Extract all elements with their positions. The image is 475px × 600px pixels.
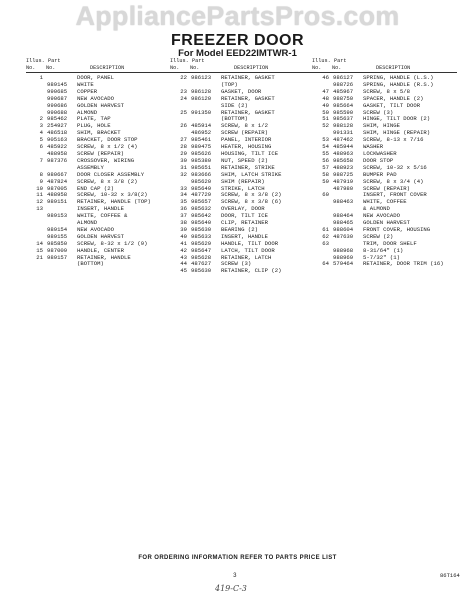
- illus-number: 53: [322, 136, 329, 144]
- part-number: 985647: [191, 246, 212, 254]
- illus-number: 56: [322, 156, 329, 164]
- page-title: FREEZER DOOR: [170, 32, 305, 49]
- part-number: 485914: [191, 122, 212, 130]
- part-description: ASSEMBLY: [77, 164, 104, 171]
- part-number: 985637: [333, 115, 354, 123]
- part-description: NEW AVOCADO: [77, 226, 114, 233]
- table-row: [170, 268, 315, 275]
- part-number: 988465: [333, 219, 354, 227]
- table-row: [26, 199, 171, 206]
- part-number: 988464: [333, 212, 354, 220]
- table-row: [312, 199, 457, 206]
- part-description: SCREW, 8 x 3/8 (2): [221, 192, 282, 199]
- part-description: BRACKET, DOOR STOP: [77, 137, 138, 144]
- illus-number: [26, 220, 43, 227]
- part-description: TRIM, DOOR SHELF: [363, 240, 417, 247]
- part-number: 985380: [191, 156, 212, 164]
- table-row: [170, 96, 315, 103]
- table-row: [26, 158, 171, 165]
- part-description: WHITE, COFFEE: [363, 199, 407, 206]
- part-number: 988750: [333, 94, 354, 102]
- illus-number: 11: [36, 191, 43, 199]
- part-number: 989155: [47, 232, 68, 240]
- part-number: 488958: [47, 149, 68, 157]
- illus-number: 44: [180, 260, 187, 268]
- part-number: 990686: [47, 101, 68, 109]
- part-description: GOLDEN HARVEST: [77, 102, 124, 109]
- parts-column-1: [26, 58, 171, 268]
- illus-number: 40: [180, 232, 187, 240]
- illus-number: 37: [180, 212, 187, 220]
- table-row: [170, 75, 315, 82]
- watermark: AppliancePartsPros.com: [75, 1, 400, 31]
- part-description: INSERT, HANDLE: [77, 206, 124, 213]
- part-number: 985649: [191, 184, 212, 192]
- part-description: CROSSOVER, WIRING: [77, 157, 135, 164]
- part-description: & ALMOND: [363, 206, 390, 213]
- part-number: 985658: [333, 156, 354, 164]
- part-number: 988463: [333, 198, 354, 206]
- part-description: HINGE, TILT DOOR (2): [363, 116, 431, 123]
- part-number: 486518: [47, 129, 68, 137]
- illus-number: 28: [180, 143, 187, 151]
- part-description: SCREW, 10-32 x 3/8(2): [77, 192, 148, 199]
- part-number: 986127: [333, 74, 354, 81]
- illus-number: 29: [180, 149, 187, 157]
- column-header: Illus. No. Part No. DESCRIPTION: [26, 58, 171, 73]
- part-description: SCREW (REPAIR): [221, 130, 268, 137]
- part-description: SHIM (REPAIR): [221, 178, 265, 185]
- illus-number: 48: [322, 94, 329, 102]
- part-number: 487919: [333, 177, 354, 185]
- part-number: 985640: [191, 219, 212, 227]
- part-description: SCREW, 8-13 x 7/16: [363, 137, 424, 144]
- illus-number: 31: [180, 163, 187, 171]
- part-number: 988604: [333, 225, 354, 233]
- part-description: (TOP): [221, 81, 238, 88]
- part-description: BUMPER PAD: [363, 171, 397, 178]
- part-description: SCREW, 8 x 3/8 (2): [77, 178, 138, 185]
- part-description: RETAINER, LATCH: [221, 254, 272, 261]
- illus-number: 7: [39, 156, 43, 164]
- illus-number: [26, 89, 43, 96]
- part-description: LOCKWASHER: [363, 150, 397, 157]
- part-description: GASKET, TILT DOOR: [363, 102, 421, 109]
- illus-number: 35: [180, 198, 187, 206]
- illus-number: [26, 227, 43, 234]
- illus-number: 9: [39, 177, 43, 185]
- illus-number: 27: [180, 136, 187, 144]
- illus-number: 6: [39, 143, 43, 151]
- part-number: 986128: [191, 87, 212, 95]
- part-description: END CAP (2): [77, 185, 114, 192]
- illus-number: 24: [180, 94, 187, 102]
- part-description: SPACER, HANDLE (2): [363, 95, 424, 102]
- part-description: RETAINER, STRIKE: [221, 164, 275, 171]
- illus-number: [26, 96, 43, 103]
- illus-number: 26: [180, 122, 187, 130]
- part-number: 989475: [191, 143, 212, 151]
- illus-number: 39: [180, 225, 187, 233]
- illus-number: 32: [180, 170, 187, 178]
- ordering-note: FOR ORDERING INFORMATION REFER TO PARTS PRICE LIST: [138, 555, 337, 561]
- illus-number: 46: [322, 74, 329, 81]
- part-number: 990685: [47, 87, 68, 95]
- part-description: RETAINER, DOOR TRIM (16): [363, 261, 444, 268]
- table-row: [312, 234, 457, 241]
- part-number: 985630: [191, 225, 212, 233]
- illus-number: [26, 82, 43, 89]
- table-row: [26, 261, 171, 268]
- illus-number: 38: [180, 219, 187, 227]
- illus-number: 33: [180, 184, 187, 192]
- part-description: NUT, SPEED (2): [221, 157, 268, 164]
- illus-number: 10: [36, 184, 43, 192]
- illus-number: [312, 206, 329, 213]
- part-description: SCREW (3): [363, 109, 394, 116]
- part-description: WASHER: [363, 144, 384, 151]
- part-description: RETAINER, HANDLE (TOP): [77, 199, 151, 206]
- part-number: 988725: [333, 170, 354, 178]
- part-description: ALMOND: [77, 220, 98, 227]
- parts-list: [26, 75, 171, 268]
- part-description: GOLDEN HARVEST: [77, 233, 124, 240]
- illus-number: 59: [322, 177, 329, 185]
- illus-number: 13: [36, 205, 43, 213]
- part-number: 487627: [191, 260, 212, 268]
- part-number: 905163: [47, 136, 68, 144]
- part-description: SIDE (2): [221, 102, 248, 109]
- part-number: 990688: [47, 108, 68, 116]
- illus-number: 36: [180, 205, 187, 213]
- part-number: 989151: [47, 198, 68, 206]
- part-number: 486952: [191, 129, 212, 137]
- part-description: HANDLE, CENTER: [77, 247, 124, 254]
- part-description: PLUG, HOLE: [77, 123, 111, 130]
- part-description: 8-31/64" (1): [363, 247, 404, 254]
- part-number: 985620: [191, 177, 212, 185]
- part-number: 989145: [47, 80, 68, 88]
- part-description: FRONT COVER, HOUSING: [363, 226, 431, 233]
- illus-number: 12: [36, 198, 43, 206]
- part-description: WHITE, COFFEE &: [77, 213, 128, 220]
- part-description: BEARING (2): [221, 226, 258, 233]
- part-number: 991350: [191, 108, 212, 116]
- illus-number: 57: [322, 163, 329, 171]
- part-number: 980667: [47, 170, 68, 178]
- illus-number: 34: [180, 191, 187, 199]
- part-description: WHITE: [77, 81, 94, 88]
- illus-number: 22: [180, 74, 187, 81]
- part-description: SCREW, 8 x 1/2: [221, 123, 268, 130]
- part-description: SHIM, HINGE (REPAIR): [363, 130, 431, 137]
- illus-number: 63: [322, 239, 329, 247]
- part-number: 985630: [191, 267, 212, 275]
- part-number: 989153: [47, 212, 68, 220]
- part-description: INSERT, HANDLE: [221, 233, 268, 240]
- column-header: Illus. No. Part No. DESCRIPTION: [312, 58, 457, 73]
- part-description: SHIM, BRACKET: [77, 130, 121, 137]
- part-number: 988128: [333, 122, 354, 130]
- illus-number: 54: [322, 143, 329, 151]
- part-description: RETAINER, CLIP (2): [221, 268, 282, 275]
- illus-number: 41: [180, 239, 187, 247]
- table-row: [26, 255, 171, 262]
- illus-number: 8: [39, 170, 43, 178]
- part-description: SPRING, HANDLE (L.S.): [363, 75, 434, 81]
- part-number: 488923: [333, 163, 354, 171]
- illus-number: 43: [180, 253, 187, 261]
- part-number: 987376: [47, 156, 68, 164]
- part-number: 485967: [333, 87, 354, 95]
- part-description: PANEL, INTERIOR: [221, 137, 272, 144]
- part-number: 988968: [333, 246, 354, 254]
- part-description: RETAINER, GASKET: [221, 95, 275, 102]
- parts-column-3: [312, 58, 457, 268]
- part-number: 987009: [47, 246, 68, 254]
- part-number: 990687: [47, 94, 68, 102]
- part-number: 985626: [191, 149, 212, 157]
- part-number: 985632: [191, 205, 212, 213]
- part-description: NEW AVOCADO: [363, 213, 400, 220]
- table-row: [312, 261, 457, 268]
- illus-number: 52: [322, 122, 329, 130]
- part-description: OVERLAY, DOOR: [221, 206, 265, 213]
- part-number: 987005: [47, 184, 68, 192]
- illus-number: 2: [39, 115, 43, 123]
- illus-number: 64: [322, 260, 329, 268]
- part-number: 985633: [191, 232, 212, 240]
- part-number: 985850: [47, 239, 68, 247]
- part-number: 988969: [333, 253, 354, 261]
- part-number: 488958: [47, 191, 68, 199]
- parts-column-2: [170, 58, 315, 275]
- part-description: LATCH, TILT DOOR: [221, 247, 275, 254]
- part-number: 487462: [333, 136, 354, 144]
- part-description: SCREW (REPAIR): [77, 150, 124, 157]
- illus-number: 42: [180, 246, 187, 254]
- illus-number: 51: [322, 115, 329, 123]
- part-number: 985628: [191, 253, 212, 261]
- part-number: 989154: [47, 225, 68, 233]
- illus-number: 60: [322, 191, 329, 199]
- part-number: 985462: [47, 115, 68, 123]
- illus-number: 50: [322, 108, 329, 116]
- illus-number: 1: [39, 74, 43, 81]
- part-number: 985651: [191, 163, 212, 171]
- part-description: SCREW, 8-32 x 1/2 (9): [77, 240, 148, 247]
- part-description: SCREW (2): [363, 233, 394, 240]
- illus-number: [312, 199, 329, 206]
- table-row: [170, 110, 315, 117]
- part-number: 991331: [333, 129, 354, 137]
- illus-number: 47: [322, 87, 329, 95]
- part-number: 487630: [333, 232, 354, 240]
- illus-number: 45: [180, 267, 187, 275]
- column-header: Illus. No. Part No. DESCRIPTION: [170, 58, 315, 73]
- illus-number: 15: [36, 246, 43, 254]
- part-number: 989157: [47, 253, 68, 261]
- part-description: STRIKE, LATCH: [221, 185, 265, 192]
- illus-number: 25: [180, 108, 187, 116]
- illus-number: 23: [180, 87, 187, 95]
- part-number: 985629: [191, 239, 212, 247]
- part-description: (BOTTOM): [77, 261, 104, 268]
- part-number: 254927: [47, 122, 68, 130]
- illus-number: 21: [36, 253, 43, 261]
- part-description: NEW AVOCADO: [77, 95, 114, 102]
- illus-number: 14: [36, 239, 43, 247]
- part-number: 988726: [333, 80, 354, 88]
- handwritten-note: 419-C-3: [215, 584, 247, 593]
- page-number: 3: [233, 572, 237, 579]
- illus-number: 49: [322, 101, 329, 109]
- part-number: 487729: [191, 191, 212, 199]
- illus-number: 61: [322, 225, 329, 233]
- part-description: SCREW, 8 x 3/4 (4): [363, 178, 424, 185]
- illus-number: [26, 103, 43, 110]
- illus-number: 5: [39, 136, 43, 144]
- part-description: RETAINER, GASKET: [221, 75, 275, 81]
- part-number: 985664: [333, 101, 354, 109]
- part-description: DOOR, PANEL: [77, 75, 114, 81]
- part-description: COPPER: [77, 88, 98, 95]
- part-description: DOOR STOP: [363, 157, 394, 164]
- part-description: RETAINER, HANDLE: [77, 254, 131, 261]
- part-description: SCREW (3): [221, 261, 252, 268]
- illus-number: [26, 261, 43, 268]
- illus-number: [312, 213, 329, 220]
- part-number: 985642: [191, 212, 212, 220]
- part-description: DOOR, TILT ICE: [221, 213, 268, 220]
- part-description: PLATE, TAP: [77, 116, 111, 123]
- part-number: 487980: [333, 184, 354, 192]
- part-description: HEATER, HOUSING: [221, 144, 272, 151]
- part-description: SCREW, 8 x 5/8: [363, 88, 410, 95]
- part-description: SHIM, LATCH STRIKE: [221, 171, 282, 178]
- illus-number: 30: [180, 156, 187, 164]
- part-description: DOOR CLOSER ASSEMBLY: [77, 171, 145, 178]
- part-description: HOUSING, TILT ICE: [221, 150, 279, 157]
- illus-number: 62: [322, 232, 329, 240]
- part-description: GOLDEN HARVEST: [363, 220, 410, 227]
- part-description: RETAINER, GASKET: [221, 109, 275, 116]
- part-description: CLIP, RETAINER: [221, 220, 268, 227]
- part-number: 985657: [191, 198, 212, 206]
- part-number: 485944: [333, 143, 354, 151]
- part-number: 579464: [333, 260, 354, 268]
- parts-list: [170, 75, 315, 275]
- part-number: 986123: [191, 74, 212, 81]
- part-description: SPRING, HANDLE (R.S.): [363, 81, 434, 88]
- part-description: 5-7/32" (1): [363, 254, 400, 261]
- model-subtitle: For Model EED22IMTWR-1: [178, 48, 297, 59]
- part-description: (BOTTOM): [221, 116, 248, 123]
- part-number: 983666: [191, 170, 212, 178]
- part-number: 485922: [47, 143, 68, 151]
- part-number: 488963: [333, 149, 354, 157]
- illus-number: [312, 248, 329, 255]
- part-number: [43, 261, 77, 268]
- illus-number: 4: [39, 129, 43, 137]
- part-description: ALMOND: [77, 109, 98, 116]
- illus-number: 55: [322, 149, 329, 157]
- table-row: [26, 213, 171, 220]
- document-code: 86T164: [440, 572, 460, 579]
- parts-list: [312, 75, 457, 268]
- illus-number: 58: [322, 170, 329, 178]
- illus-number: 3: [39, 122, 43, 130]
- part-description: SHIM, HINGE: [363, 123, 400, 130]
- part-number: 487824: [47, 177, 68, 185]
- part-description: SCREW (REPAIR): [363, 185, 410, 192]
- illus-number: [26, 213, 43, 220]
- part-description: SCREW, 8 x 1/2 (4): [77, 144, 138, 151]
- part-number: 985461: [191, 136, 212, 144]
- part-description: SCREW, 10-32 x 5/16: [363, 164, 427, 171]
- part-number: 986120: [191, 94, 212, 102]
- part-description: INSERT, FRONT COVER: [363, 192, 427, 199]
- part-description: SCREW, 8 x 3/8 (6): [221, 199, 282, 206]
- part-description: GASKET, DOOR: [221, 88, 262, 95]
- table-row: [312, 186, 457, 193]
- part-description: HANDLE, TILT DOOR: [221, 240, 279, 247]
- part-number: 985590: [333, 108, 354, 116]
